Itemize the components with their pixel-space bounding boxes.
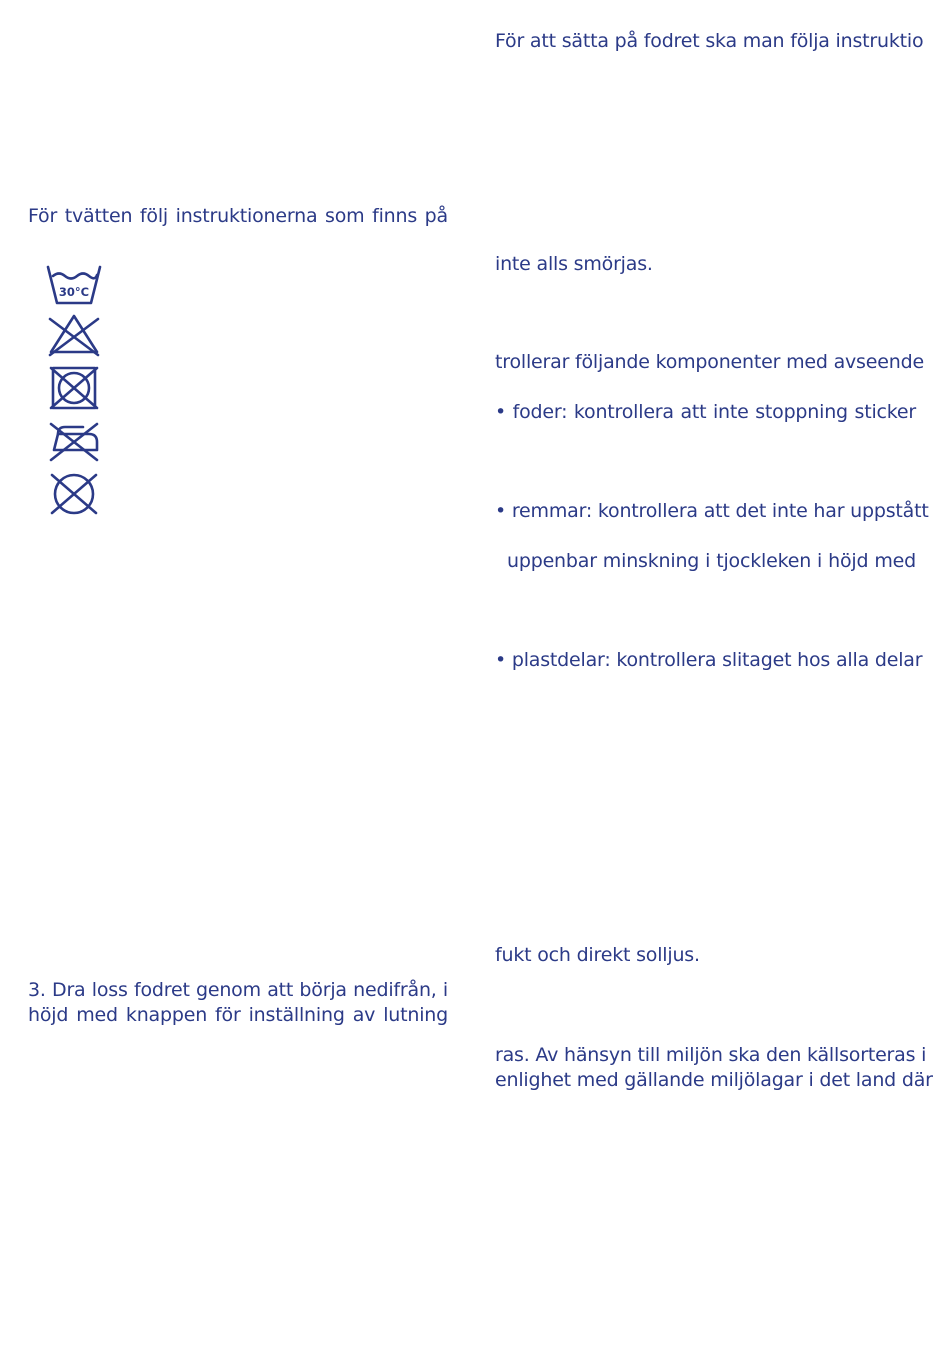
no-dry-clean-icon bbox=[45, 471, 103, 517]
fitting-instructions-line: För att sätta på fodret ska man följa instruktio bbox=[495, 30, 924, 52]
lining-check-line: • foder: kontrollera att inte stoppning sticker bbox=[495, 401, 916, 423]
lubrication-note-line: inte alls smörjas. bbox=[495, 253, 653, 275]
step-3-line-1: 3. Dra loss fodret genom att börja nedifrån, i bbox=[28, 979, 448, 1001]
no-bleach-icon bbox=[45, 312, 103, 358]
plastic-parts-check-line: • plastdelar: kontrollera slitaget hos alla delar bbox=[495, 649, 923, 671]
wash-intro-line: För tvätten följ instruktionerna som finns på bbox=[28, 205, 448, 227]
disposal-line-2: enlighet med gällande miljölagar i det land där bbox=[495, 1069, 933, 1091]
wash-30-icon bbox=[45, 263, 103, 309]
inspection-intro-line: trollerar följande komponenter med avseende bbox=[495, 351, 924, 373]
straps-check-line: • remmar: kontrollera att det inte har uppstått bbox=[495, 500, 929, 522]
step-3-line-2: höjd med knappen för inställning av lutning bbox=[28, 1004, 448, 1026]
storage-note-line: fukt och direkt solljus. bbox=[495, 944, 700, 966]
disposal-line-1: ras. Av hänsyn till miljön ska den källsorteras i bbox=[495, 1044, 927, 1066]
no-iron-icon bbox=[45, 418, 103, 464]
no-tumble-dry-icon bbox=[45, 365, 103, 411]
wash-temperature-label: 30°C bbox=[58, 285, 90, 299]
straps-check-continuation-line: uppenbar minskning i tjockleken i höjd med bbox=[507, 550, 916, 572]
